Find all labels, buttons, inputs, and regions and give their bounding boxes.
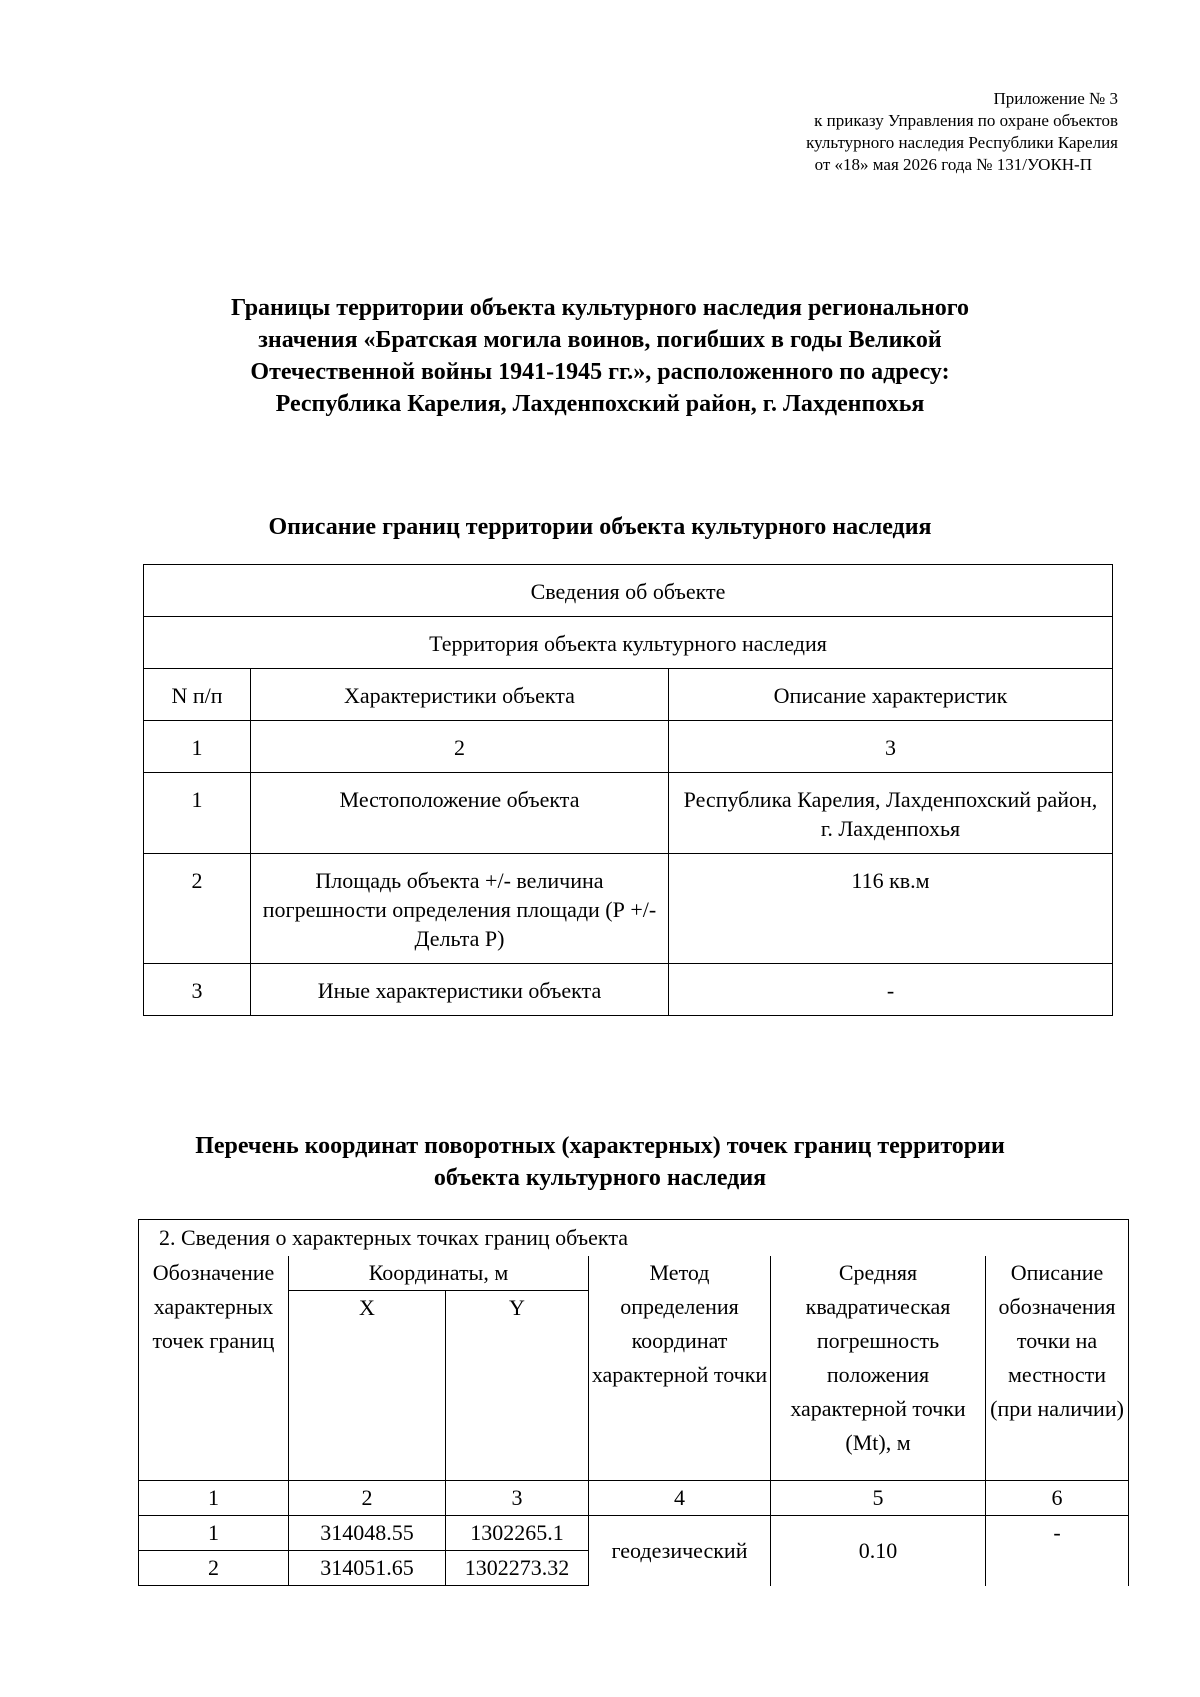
col-header-number: N п/п <box>144 669 251 721</box>
table-row <box>144 773 1113 854</box>
col-number: 3 <box>669 721 1113 773</box>
point-number: 1 <box>139 1516 289 1551</box>
object-info-table <box>143 564 1113 1016</box>
point-number: 2 <box>139 1551 289 1586</box>
appendix-authority: культурного наследия Республики Карелия <box>806 133 1118 152</box>
table-caption-territory: Территория объекта культурного наследия <box>144 617 1113 669</box>
col-header-point-description: Описание обозначения точки на местности (при наличии) <box>986 1256 1129 1481</box>
row-number: 1 <box>144 773 251 854</box>
point-error: 0.10 <box>771 1516 986 1586</box>
appendix-header <box>698 88 1118 176</box>
title-line: значения «Братская могила воинов, погибших в годы Великой <box>258 327 942 353</box>
col-number: 1 <box>144 721 251 773</box>
row-number: 3 <box>144 964 251 1016</box>
row-description: 116 кв.м <box>669 854 1113 964</box>
col-number: 2 <box>289 1481 446 1516</box>
row-characteristic: Местоположение объекта <box>251 773 669 854</box>
point-y: 1302273.32 <box>446 1551 589 1586</box>
document-title <box>140 292 1060 420</box>
point-x: 314051.65 <box>289 1551 446 1586</box>
appendix-date: от «18» мая 2026 года № 131/УОКН-П <box>814 155 1092 174</box>
col-header-x: X <box>289 1291 446 1481</box>
title-line: Отечественной войны 1941-1945 гг.», расположенного по адресу: <box>250 359 950 385</box>
row-characteristic: Иные характеристики объекта <box>251 964 669 1016</box>
col-header-description: Описание характеристик <box>669 669 1113 721</box>
table-row <box>144 964 1113 1016</box>
point-y: 1302265.1 <box>446 1516 589 1551</box>
section1-title: Описание границ территории объекта культурного наследия <box>268 514 932 540</box>
row-number: 2 <box>144 854 251 964</box>
col-number: 3 <box>446 1481 589 1516</box>
row-description: - <box>669 964 1113 1016</box>
col-number: 1 <box>139 1481 289 1516</box>
section2-title <box>120 1130 1080 1194</box>
point-x: 314048.55 <box>289 1516 446 1551</box>
col-number: 4 <box>589 1481 771 1516</box>
col-header-coordinates: Координаты, м <box>289 1256 589 1291</box>
col-number: 6 <box>986 1481 1129 1516</box>
row-characteristic: Площадь объекта +/- величина погрешности определения площади (Р +/- Дельта Р) <box>251 854 669 964</box>
point-method: геодезический <box>589 1516 771 1586</box>
col-number: 2 <box>251 721 669 773</box>
section2-title-line: Перечень координат поворотных (характерных) точек границ территории <box>195 1133 1005 1159</box>
col-header-method: Метод определения координат характерной точки <box>589 1256 771 1481</box>
appendix-order-ref: к приказу Управления по охране объектов <box>814 111 1118 130</box>
row-description: Республика Карелия, Лахденпохский район, г. Лахденпохья <box>669 773 1113 854</box>
coordinates-table <box>138 1219 1129 1586</box>
appendix-number: Приложение № 3 <box>993 89 1118 108</box>
point-description: - <box>986 1516 1129 1586</box>
col-header-designation: Обозначение характерных точек границ <box>139 1256 289 1481</box>
col-header-y: Y <box>446 1291 589 1481</box>
table-row <box>139 1516 1129 1551</box>
col-number: 5 <box>771 1481 986 1516</box>
table-row <box>144 854 1113 964</box>
coordinates-table-caption: 2. Сведения о характерных точках границ объекта <box>139 1220 1129 1257</box>
section2-title-line: объекта культурного наследия <box>433 1165 767 1191</box>
col-header-characteristic: Характеристики объекта <box>251 669 669 721</box>
table-caption-object-info: Сведения об объекте <box>144 565 1113 617</box>
title-line: Республика Карелия, Лахденпохский район, г. Лахденпохья <box>275 391 925 417</box>
title-line: Границы территории объекта культурного наследия регионального <box>230 295 970 321</box>
col-header-error: Средняя квадратическая погрешность положения характерной точки (Mt), м <box>771 1256 986 1481</box>
